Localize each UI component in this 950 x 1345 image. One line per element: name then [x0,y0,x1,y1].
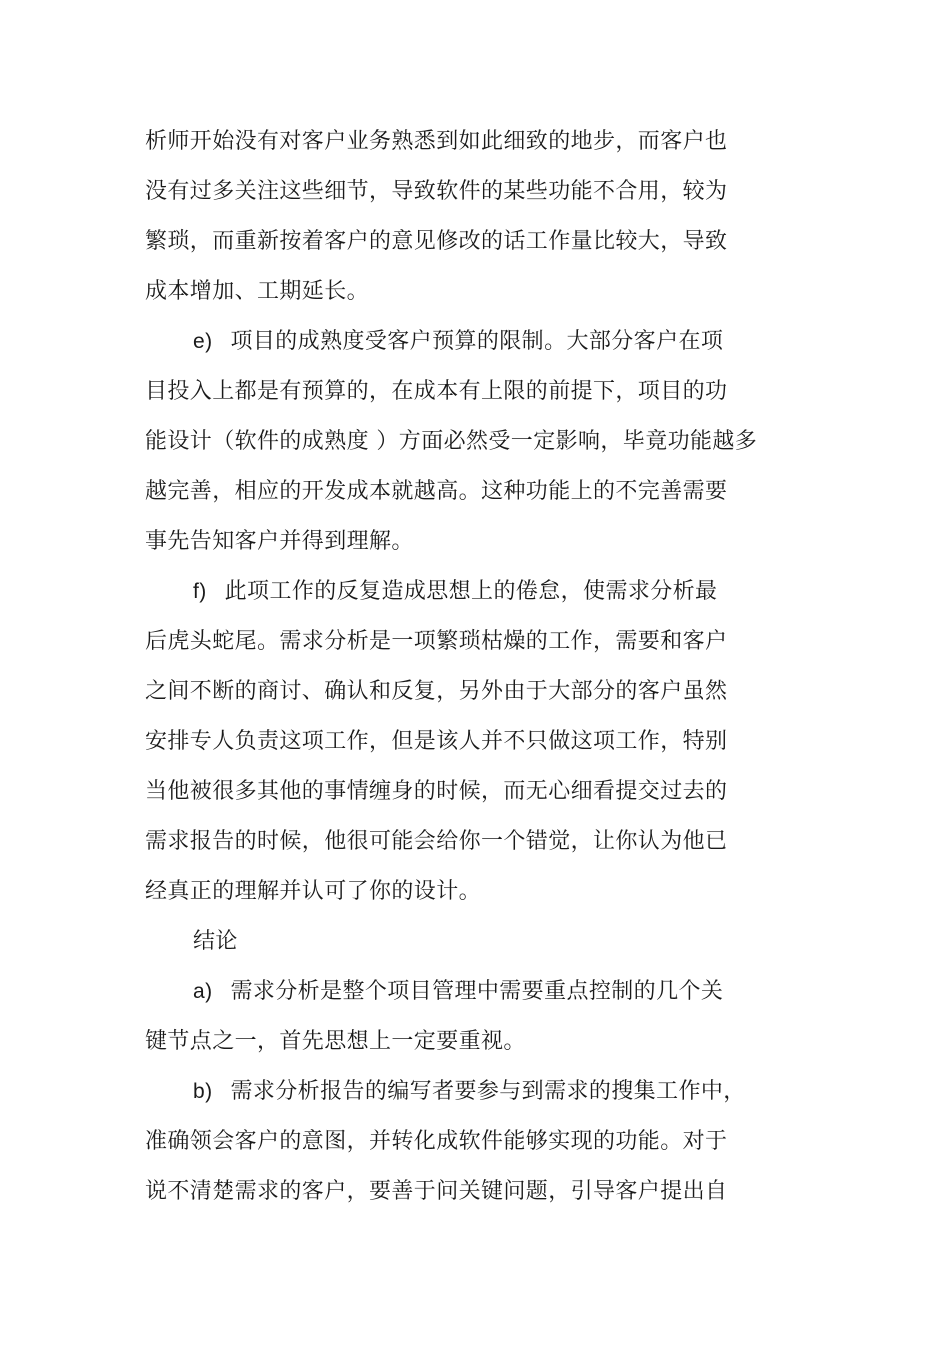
body-text-line: 繁琐，而重新按着客户的意见修改的话工作量比较大，导致 [145,229,728,254]
list-item-text: 此项工作的反复造成思想上的倦怠，使需求分析最 [224,579,718,604]
body-text-line: 之间不断的商讨、确认和反复，另外由于大部分的客户虽然 [145,679,728,704]
body-text-line: 经真正的理解并认可了你的设计。 [145,879,482,904]
body-text-line: 目投入上都是有预算的，在成本有上限的前提下，项目的功 [145,379,728,404]
body-text-line: 需求报告的时候，他很可能会给你一个错觉，让你认为他已 [145,829,728,854]
body-text-line: 没有过多关注这些细节，导致软件的某些功能不合用，较为 [145,179,728,204]
section-heading-conclusion: 结论 [193,929,238,954]
body-text-line: 事先告知客户并得到理解。 [145,529,414,554]
body-text-line: 当他被很多其他的事情缠身的时候，而无心细看提交过去的 [145,779,728,804]
list-item-a [193,977,723,1007]
list-marker: e) [193,330,213,353]
list-item-f [193,577,717,607]
list-item-e [193,327,723,357]
body-text-line: 越完善，相应的开发成本就越高。这种功能上的不完善需要 [145,479,728,504]
list-item-text: 需求分析报告的编写者要参与到需求的搜集工作中， [230,1079,746,1104]
body-text-line: 能设计（软件的成熟度 ）方面必然受一定影响，毕竟功能越多 [145,429,758,454]
body-text-line: 安排专人负责这项工作，但是该人并不只做这项工作，特别 [145,729,728,754]
list-item-text: 项目的成熟度受客户预算的限制。大部分客户在项 [230,329,724,354]
list-marker: a) [193,980,213,1003]
body-text-line: 键节点之一，首先思想上一定要重视。 [145,1029,526,1054]
body-text-line: 准确领会客户的意图，并转化成软件能够实现的功能。对于 [145,1129,728,1154]
body-text-line: 说不清楚需求的客户，要善于问关键问题，引导客户提出自 [145,1179,728,1204]
body-text-line: 析师开始没有对客户业务熟悉到如此细致的地步，而客户也 [145,129,728,154]
body-text-line: 成本增加、工期延长。 [145,279,370,304]
list-item-b [193,1077,746,1107]
list-marker: f) [193,580,207,603]
list-marker: b) [193,1080,213,1103]
body-text-line: 后虎头蛇尾。需求分析是一项繁琐枯燥的工作，需要和客户 [145,629,728,654]
list-item-text: 需求分析是整个项目管理中需要重点控制的几个关 [230,979,724,1004]
